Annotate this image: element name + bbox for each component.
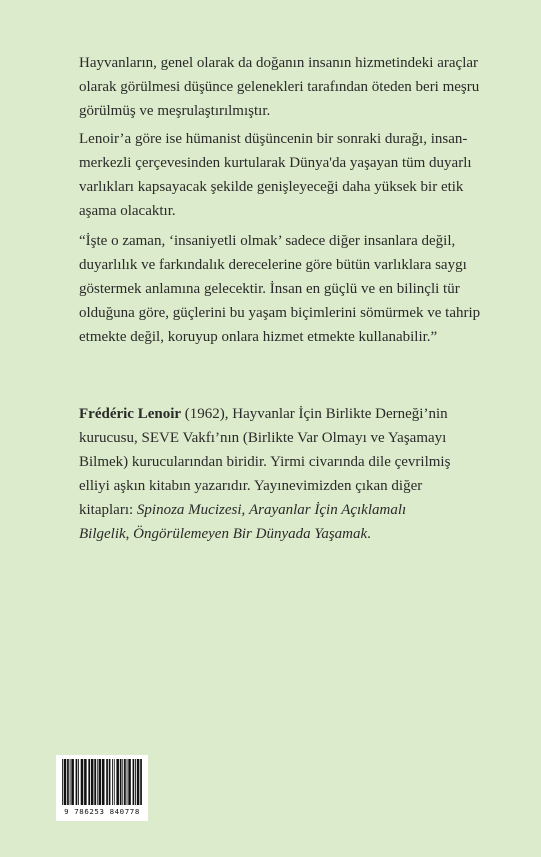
isbn-barcode <box>56 755 148 821</box>
bio-end: . <box>367 526 371 542</box>
barcode-bar <box>133 759 135 805</box>
book-title-1: Spinoza Mucizesi <box>136 502 242 518</box>
barcode-bar <box>114 759 115 805</box>
separator-2: , <box>125 526 134 542</box>
barcode-bar <box>76 759 78 805</box>
barcode-bar <box>116 759 119 805</box>
barcode-bar <box>91 759 94 805</box>
barcode-bar <box>62 759 63 805</box>
barcode-bar <box>67 759 69 805</box>
barcode-bar <box>94 759 96 805</box>
barcode-bar <box>84 759 87 805</box>
barcode-bar <box>127 759 128 805</box>
barcode-bar <box>140 759 142 805</box>
barcode-bar <box>102 759 105 805</box>
barcode-bar <box>78 759 79 805</box>
barcode-bar <box>106 759 108 805</box>
barcode-bar <box>128 759 131 805</box>
isbn-number: 9 786253 840778 <box>64 807 140 816</box>
barcode-bar <box>120 759 122 805</box>
barcode-bar <box>135 759 136 805</box>
barcode-bar <box>97 759 98 805</box>
barcode-bar <box>70 759 71 805</box>
barcode-bar <box>109 759 111 805</box>
lenoir-view-paragraph: Lenoir’a göre ise hümanist düşüncenin bir sonraki durağı, insan-merkezli çerçevesinden kurtularak Dünya'da yaşayan tüm duyarlı varlıkları kapsayacak şekilde genişleyeceği daha yüksek bir etik aşama olacaktır. <box>79 131 472 219</box>
barcode-bar <box>71 759 74 805</box>
barcode-bar <box>88 759 90 805</box>
book-title-3: Öngörülemeyen Bir Dünyada Yaşamak <box>133 526 368 542</box>
barcode-bar <box>137 759 140 805</box>
barcode-bar <box>81 759 84 805</box>
quote-paragraph: “İşte o zaman, ‘insaniyetli olmak’ sadece diğer insanlara değil, duyarlılık ve farkındalık derecelerine göre bütün varlıklara saygı göstermek anlamına gelecektir. İnsan en güçlü ve en bilinçli tür olduğuna göre, güçlerini bu yaşam biçimlerini sömürmek ve tahrip etmekte değil, koruyup onlara hizmet etmekte kullanabilir.” <box>79 233 481 345</box>
barcode-bar <box>124 759 126 805</box>
book-title-2: Arayanlar İçin Açıklamalı Bilgelik <box>79 502 407 542</box>
author-bio <box>79 402 459 546</box>
author-name: Frédéric Lenoir <box>79 406 182 422</box>
barcode-bar <box>112 759 113 805</box>
barcode-bar <box>64 759 67 805</box>
barcode-bar <box>99 759 102 805</box>
intro-paragraph: Hayvanların, genel olarak da doğanın insanın hizmetindeki araçlar olarak görülmesi düşünce gelenekleri tarafından öteden beri meşru görülmüş ve meşrulaştırılmıştır. <box>79 55 480 119</box>
separator-1: , <box>241 502 249 518</box>
author-bio-text: (1962), Hayvanlar İçin Birlikte Derneği’nin kurucusu, SEVE Vakfı’nın (Birlikte Var Olmayı ve Yaşamayı Bilmek) kurucularından biridir. Yirmi civarında dile çevrilmiş elliyi aşkın kitabın yazarıdır. Yayınevimizden çıkan diğer kitapları: <box>79 406 451 518</box>
barcode-bar <box>122 759 123 805</box>
